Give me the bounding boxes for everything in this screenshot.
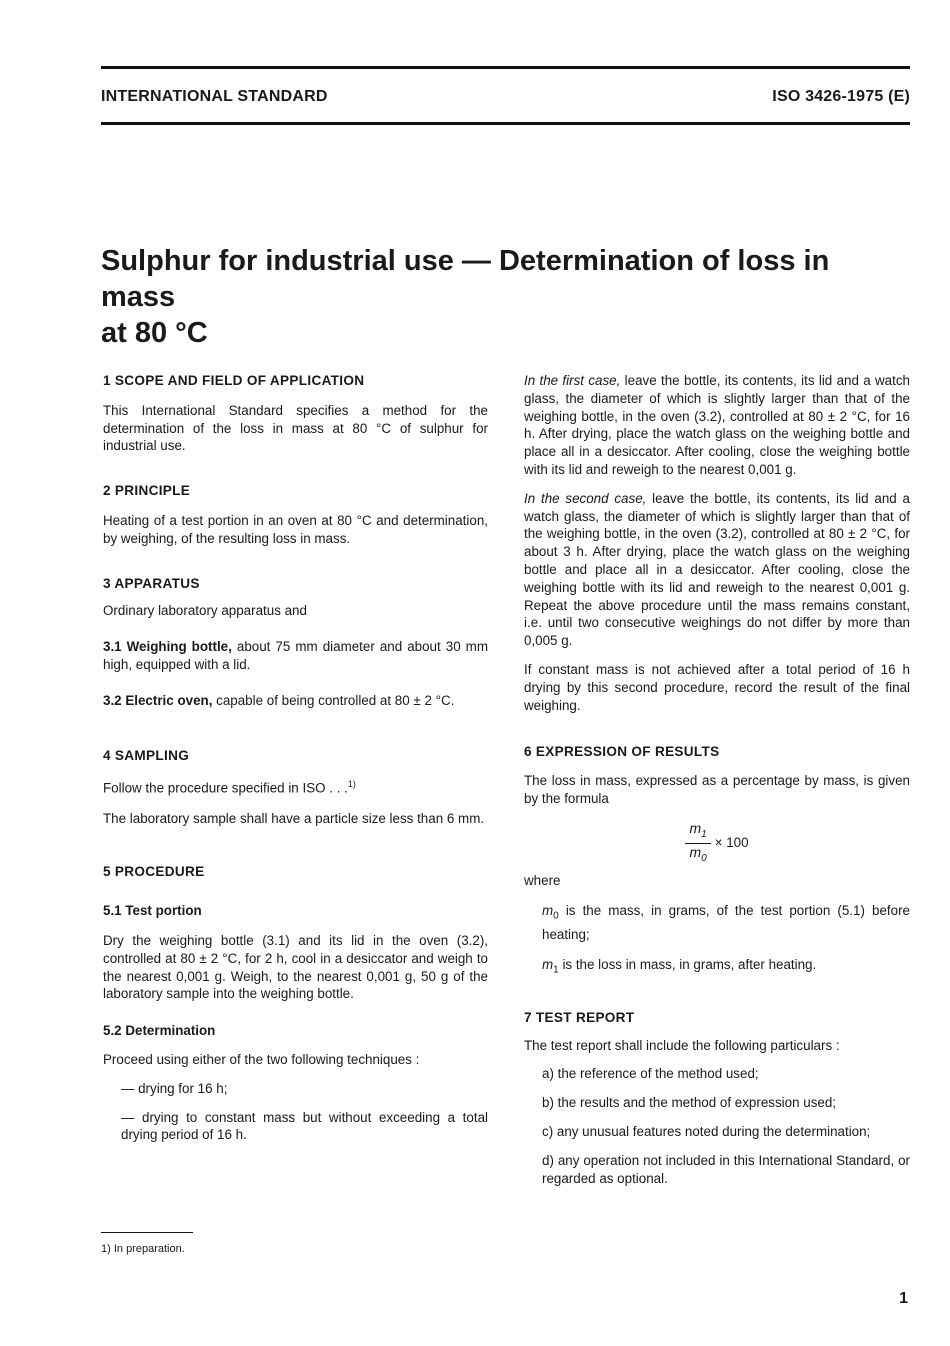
section-7-heading: 7 TEST REPORT [524, 1009, 635, 1025]
header-rule-bottom [101, 122, 910, 125]
report-item-c: c) any unusual features noted during the determination; [542, 1124, 871, 1140]
section-5-2-text: Proceed using either of the two following techniques : [103, 1052, 420, 1067]
section-5-2-heading: 5.2 Determination [103, 1023, 216, 1039]
left-column [103, 372, 488, 1144]
title-line-1: Sulphur for industrial use — Determination of loss in mass [101, 245, 830, 313]
footnote-rule [101, 1232, 193, 1233]
m0-text: is the mass, in grams, of the test portion (5.1) before heating; [542, 903, 910, 942]
section-3-2-text: capable of being controlled at 80 ± 2 °C. [212, 692, 455, 708]
report-item-b: b) the results and the method of expression used; [542, 1095, 837, 1111]
second-case-label: In the second case, [524, 490, 647, 506]
second-case-text: leave the bottle, its contents, its lid and a watch glass, the diameter of which is slightly larger than that of the weighing bottle, in the oven (3.2), controlled at 80 ± 2 °C, for about 3 h. After drying, place the watch glass on the weighing bottle and place all in a desiccator. After cooling, close the weighing bottle with its lid and reweigh to the nearest 0,001 g. Repeat the above procedure until the mass remains constant, i.e. until two consecutive weighings do not differ by more than 0,005 g. [524, 490, 910, 649]
section-6-heading: 6 EXPRESSION OF RESULTS [524, 744, 720, 760]
document-number: ISO 3426-1975 (E) [772, 88, 910, 105]
section-3-heading: 3 APPARATUS [103, 575, 200, 591]
m1-symbol: m [542, 957, 554, 973]
header-label: INTERNATIONAL STANDARD [101, 88, 328, 105]
section-5-1-text: Dry the weighing bottle (3.1) and its lid in the oven (3.2), controlled at 80 ± 2 °C, for 2 h, cool in a desiccator and weigh to the nearest 0,001 g. Weigh, to the nearest 0,001 g, 50 g of the laboratory sample into the weighing bottle. [103, 933, 488, 1002]
second-case-paragraph [524, 490, 910, 650]
first-case-text: leave the bottle, its contents, its lid and a watch glass, the diameter of which is slightly larger than that of the weighing bottle, in the oven (3.2), controlled at 80 ± 2 °C, for 16 h. After drying, place the watch glass on the weighing bottle and place all in a desiccator. After cooling, close the weighing bottle with its lid and reweigh to the nearest 0,001 g. [524, 373, 910, 477]
section-4-text-2: The laboratory sample shall have a particle size less than 6 mm. [103, 810, 485, 826]
m0-symbol: m [542, 903, 554, 919]
constant-mass-paragraph: If constant mass is not achieved after a total period of 16 h drying by this second procedure, record the result of the final weighing. [524, 661, 910, 713]
first-case-paragraph [524, 372, 910, 479]
footnote-ref: 1) [347, 779, 356, 790]
section-1-heading: 1 SCOPE AND FIELD OF APPLICATION [103, 373, 365, 388]
technique-item-2: — drying to constant mass but without exceeding a total drying period of 16 h. [121, 1109, 488, 1143]
page-title [101, 243, 901, 351]
section-1-text: This International Standard specifies a method for the determination of the loss in mass at 80 °C of sulphur for industrial use. [103, 402, 488, 454]
denominator-symbol: m [689, 843, 702, 860]
section-2-text: Heating of a test portion in an oven at 80 °C and determination, by weighing, of the resulting loss in mass. [103, 512, 488, 546]
m0-definition [542, 902, 910, 943]
report-item-a: a) the reference of the method used; [542, 1066, 759, 1082]
formula [524, 820, 910, 867]
section-3-2-label: 3.2 Electric oven, [103, 692, 213, 708]
formula-denominator [685, 844, 710, 867]
formula-numerator [685, 820, 710, 844]
formula-fraction [685, 820, 710, 867]
m1-definition [542, 956, 910, 979]
section-3-1-label: 3.1 Weighing bottle, [103, 639, 232, 655]
first-case-label: In the first case, [524, 373, 621, 388]
section-4-heading: 4 SAMPLING [103, 747, 190, 763]
section-4-text-1 [103, 776, 488, 797]
title-line-2: at 80 °C [101, 317, 208, 349]
section-3-1-text: about 75 mm diameter and about 30 mm high, equipped with a lid. [103, 639, 488, 672]
numerator-symbol: m [689, 819, 702, 836]
right-column [524, 372, 910, 1187]
section-3-2 [103, 692, 488, 710]
header-rule-top [101, 66, 910, 69]
m1-text: is the loss in mass, in grams, after heating. [558, 957, 817, 973]
section-5-1-heading: 5.1 Test portion [103, 903, 202, 919]
section-3-1 [103, 638, 488, 674]
section-5-heading: 5 PROCEDURE [103, 864, 205, 880]
section-4-text-1-body: Follow the procedure specified in ISO . . . [103, 780, 348, 796]
formula-multiplier: × 100 [714, 835, 749, 851]
where-label: where [524, 873, 561, 889]
section-2-heading: 2 PRINCIPLE [103, 483, 191, 499]
report-item-d: d) any operation not included in this International Standard, or regarded as optional. [542, 1152, 910, 1186]
page-number: 1 [899, 1290, 908, 1307]
section-3-text: Ordinary laboratory apparatus and [103, 603, 307, 619]
footnote: 1) In preparation. [101, 1243, 185, 1255]
denominator-subscript: 0 [701, 852, 707, 864]
m1-subscript: 1 [553, 965, 559, 977]
technique-item-1: — drying for 16 h; [121, 1080, 228, 1096]
section-7-text: The test report shall include the following particulars : [524, 1037, 840, 1053]
section-6-text: The loss in mass, expressed as a percentage by mass, is given by the formula [524, 773, 910, 806]
numerator-subscript: 1 [701, 828, 707, 840]
m0-subscript: 0 [553, 910, 559, 922]
